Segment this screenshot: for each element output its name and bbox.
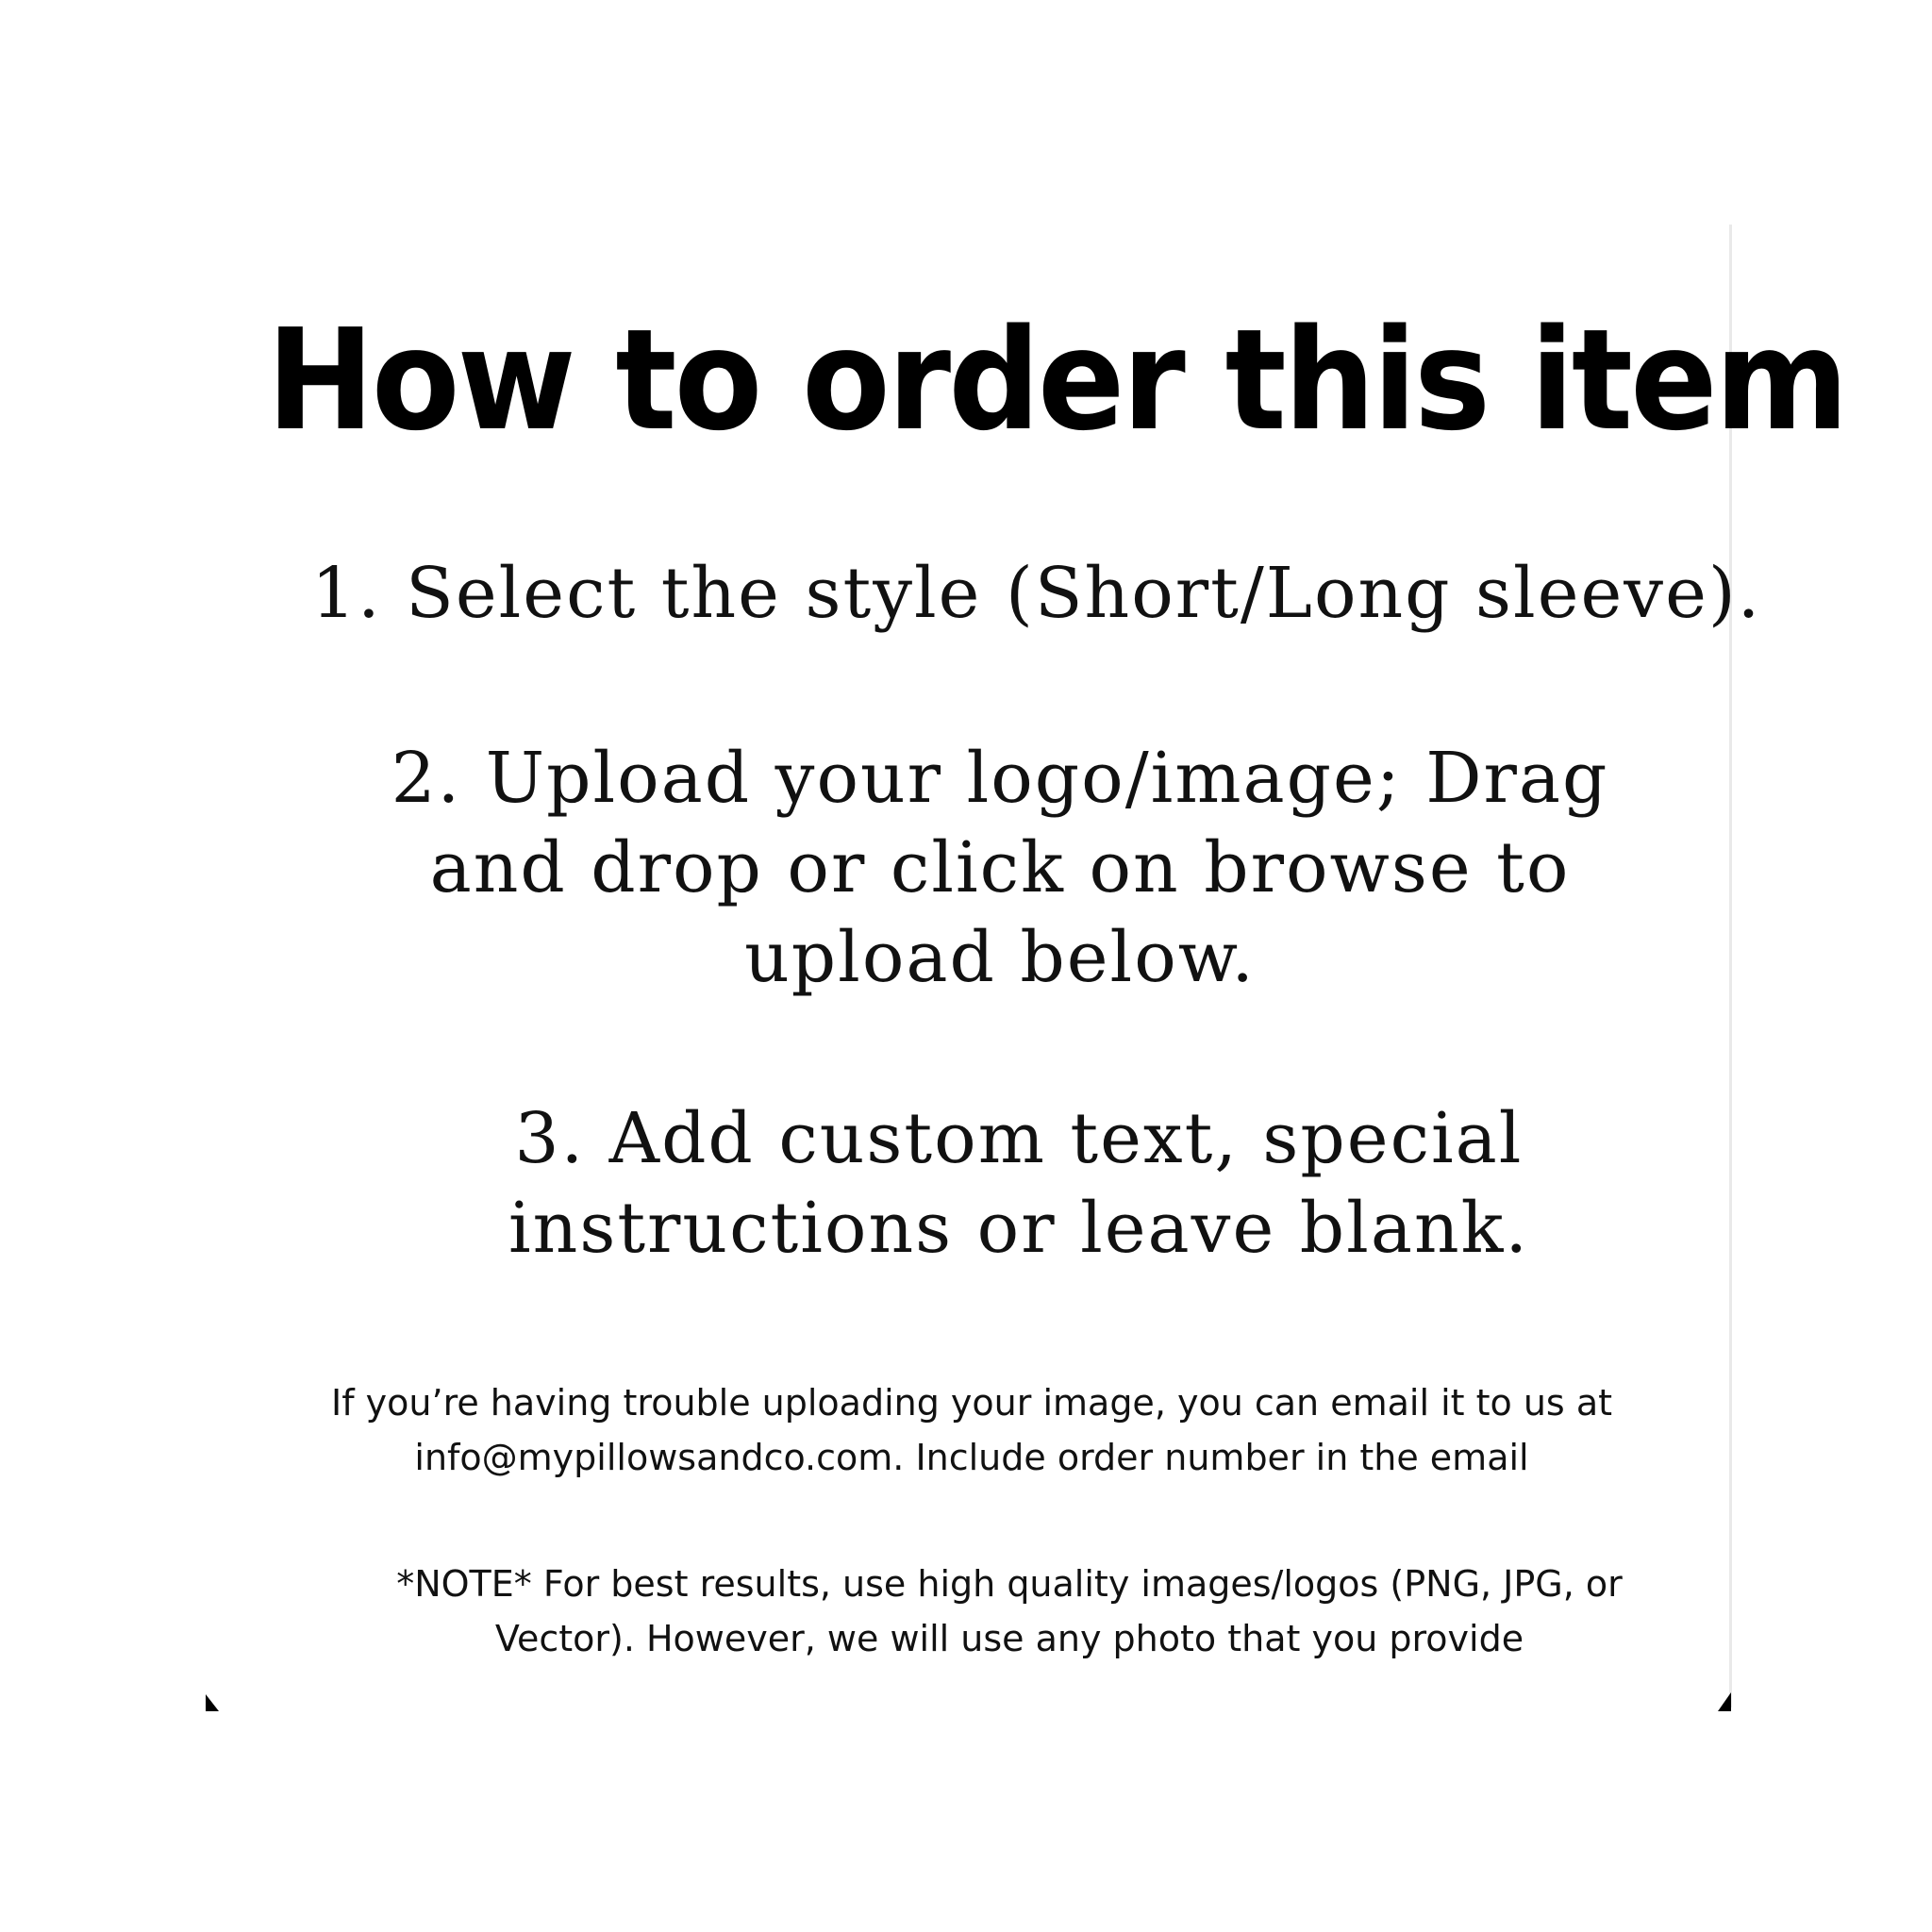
card-corner-bottom-right xyxy=(1718,1692,1731,1711)
card-corner-bottom-left xyxy=(206,1694,219,1711)
step-add-custom-text: 3. Add custom text, special instructions or leave blank. xyxy=(508,1098,1529,1269)
page-title: How to order this item xyxy=(266,299,1846,461)
upload-trouble-note: If you’re having trouble uploading your image, you can email it to us at info@mypillowsandco.com. Include order number in the email xyxy=(331,1382,1612,1478)
step-upload-logo: 2. Upload your logo/image; Drag and drop or click on browse to upload below. xyxy=(391,738,1609,998)
image-quality-note: *NOTE* For best results, use high quality images/logos (PNG, JPG, or Vector). However, we will use any photo that you provide xyxy=(396,1563,1623,1659)
step-select-style: 1. Select the style (Short/Long sleeve). xyxy=(311,553,1762,634)
